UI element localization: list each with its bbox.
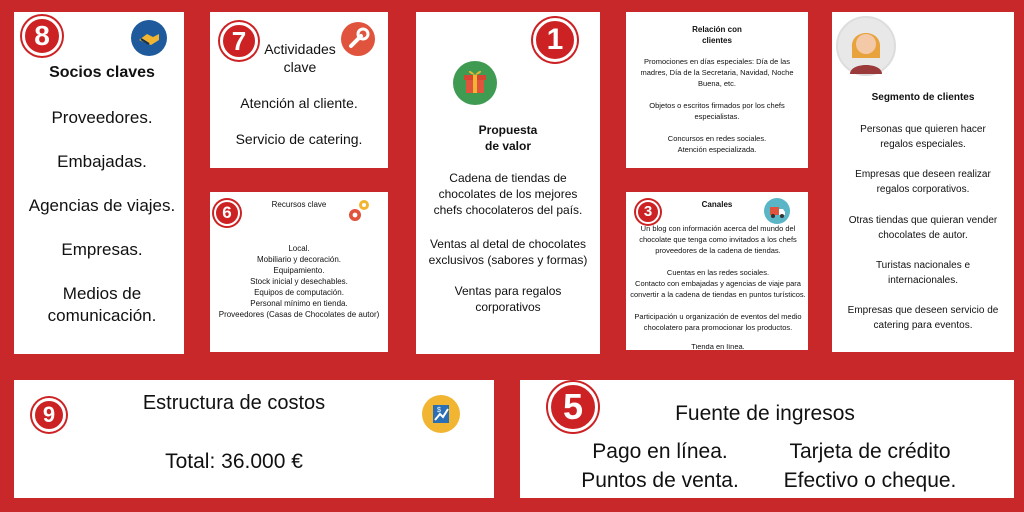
- canales-item: Participación u organización de eventos del medio chocolatero para promocionar los productos.: [634, 312, 802, 332]
- recursos-item: Personal mínimo en tienda.: [250, 299, 348, 308]
- costos-card: [14, 380, 494, 498]
- ingresos-item: Tarjeta de crédito: [789, 440, 951, 463]
- segmento-card: [832, 12, 1014, 352]
- person-avatar-icon: [836, 16, 896, 76]
- segmento-item: Empresas que deseen realizar regalos corporativos.: [855, 169, 991, 195]
- socios-card: [14, 12, 184, 354]
- actividades-item: Servicio de catering.: [235, 131, 363, 147]
- costos-number: 9: [42, 402, 56, 427]
- gears-icon: [347, 198, 373, 224]
- canales-number: 3: [643, 203, 653, 220]
- canales-item: Contacto con embajadas y agencias de viaje para convertir a la cadena de tiendas en puntos turísticos.: [630, 279, 806, 299]
- ingresos-item: Pago en línea.: [592, 440, 728, 463]
- ingresos-title: Fuente de ingresos: [675, 402, 855, 425]
- socios-item: Medios de comunicación.: [47, 284, 157, 325]
- recursos-number: 6: [222, 203, 232, 222]
- ingresos-number: 5: [562, 386, 584, 427]
- ingresos-item: Puntos de venta.: [581, 469, 739, 492]
- relacion-item: Concursos en redes sociales. Atención especializada.: [667, 134, 767, 154]
- recursos-item: Equipos de computación.: [254, 288, 344, 297]
- money-chart-icon: [422, 395, 460, 433]
- recursos-card: [210, 192, 388, 352]
- recursos-item: Mobiliario y decoración.: [256, 255, 342, 264]
- recursos-item: Proveedores (Casas de Chocolates de autor): [218, 310, 380, 319]
- socios-number: 8: [34, 20, 50, 51]
- costos-number-badge: [32, 398, 66, 432]
- costos-title: Estructura de costos: [142, 392, 326, 414]
- ingresos-number-badge: [548, 382, 598, 432]
- segmento-item: Otras tiendas que quieran vender chocolates de autor.: [848, 215, 998, 241]
- propuesta-item: Ventas al detal de chocolates exclusivos (sabores y formas): [428, 237, 588, 267]
- socios-item: Agencias de viajes.: [28, 196, 176, 215]
- socios-title: Socios claves: [49, 64, 155, 81]
- propuesta-number: 1: [546, 23, 564, 56]
- canales-item: Tienda en línea.: [691, 344, 745, 350]
- relacion-title: Relación con clientes: [692, 25, 742, 45]
- truck-icon: [764, 198, 790, 224]
- recursos-item: Equipamiento.: [273, 266, 325, 275]
- canales-item: Un blog con información acerca del mundo del chocolate que tenga como invitados a los chefs proveedores de la cadena de tiendas.: [639, 224, 797, 255]
- socios-item: Embajadas.: [57, 152, 147, 171]
- propuesta-title: Propuesta de valor: [478, 123, 538, 153]
- actividades-card: [210, 12, 388, 168]
- canales-item: Cuentas en las redes sociales.: [666, 268, 770, 277]
- segmento-item: Turistas nacionales e internacionales.: [875, 260, 971, 286]
- recursos-title: Recursos clave: [271, 200, 327, 209]
- recursos-number-badge: [214, 200, 240, 226]
- socios-item: Empresas.: [61, 240, 143, 259]
- segmento-item: Personas que quieren hacer regalos especiales.: [860, 124, 986, 150]
- propuesta-card: [416, 12, 600, 354]
- propuesta-number-badge: [533, 18, 577, 62]
- recursos-item: Local.: [288, 244, 310, 253]
- actividades-item: Atención al cliente.: [240, 95, 358, 111]
- costos-total: Total: 36.000 €: [165, 450, 303, 473]
- segmento-item: Empresas que deseen servicio de catering para eventos.: [847, 305, 999, 331]
- ingresos-card: [520, 380, 1014, 498]
- relacion-item: Promociones en días especiales: Día de las madres, Día de la Secretaria, Navidad, Noche Buena, etc.: [640, 57, 794, 88]
- actividades-number: 7: [231, 26, 247, 56]
- svg-text:$: $: [437, 407, 441, 414]
- relacion-card: [626, 12, 808, 168]
- canales-card: [626, 192, 808, 350]
- handshake-icon: [131, 20, 167, 56]
- recursos-item: Stock inicial y desechables.: [250, 277, 348, 286]
- propuesta-item: Cadena de tiendas de chocolates de los mejores chefs chocolateros del país.: [433, 171, 583, 217]
- propuesta-item: Ventas para regalos corporativos: [454, 284, 562, 314]
- socios-number-badge: [22, 16, 62, 56]
- segmento-title: Segmento de clientes: [871, 92, 975, 103]
- actividades-number-badge: [220, 22, 258, 60]
- wrench-icon: [341, 22, 375, 56]
- canales-number-badge: [636, 200, 660, 224]
- gift-icon: [453, 61, 497, 105]
- socios-item: Proveedores.: [51, 108, 153, 127]
- canales-title: Canales: [701, 200, 733, 209]
- relacion-item: Objetos o escritos firmados por los chefs especialistas.: [649, 101, 785, 121]
- actividades-title: Actividades clave: [264, 41, 336, 75]
- ingresos-item: Efectivo o cheque.: [783, 469, 957, 492]
